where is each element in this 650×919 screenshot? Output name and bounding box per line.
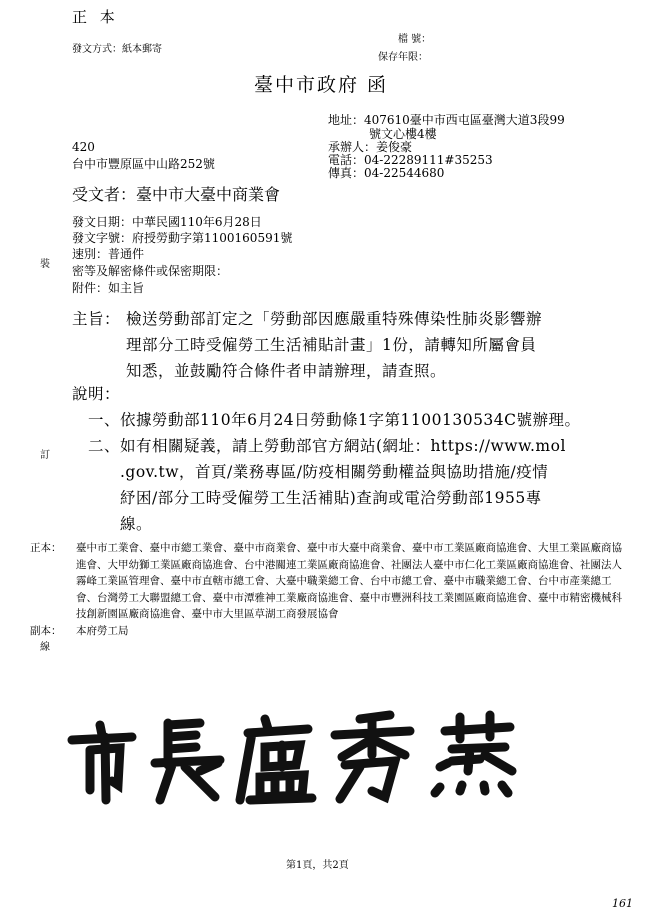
copy-recipients-row xyxy=(30,623,630,640)
explanation-item-2-line-1: 二、如有相關疑義，請上勞動部官方網站(網址：https://www.mol xyxy=(88,437,566,455)
explanation-item-2-line-4: 線。 xyxy=(120,515,153,533)
recipient-postal-code: 420 xyxy=(72,140,95,154)
signature-image xyxy=(60,705,520,805)
secrecy-level: 密等及解密條件或保密期限： xyxy=(72,264,229,278)
subject-label: 主旨： xyxy=(72,310,121,328)
subject-line-2: 理部分工時受僱勞工生活補貼計畫」1份，請轉知所屬會員 xyxy=(126,336,537,354)
subject-line-1: 檢送勞動部訂定之「勞動部因應嚴重特殊傳染性肺炎影響辦 xyxy=(126,310,543,328)
explanation-item-2-line-3: 紓困/部分工時受僱勞工生活補貼)查詢或電洽勞動部1955專 xyxy=(120,489,542,507)
explanation-item-2-line-2: .gov.tw，首頁/業務專區/防疫相關勞動權益與協助措施/疫情 xyxy=(120,463,549,481)
sender-phone: 電話：04-22289111#35253 xyxy=(328,153,493,167)
copy-type: 正 本 xyxy=(72,8,119,26)
original-recipients: 臺中市工業會、臺中市總工業會、臺中市商業會、臺中市大臺中商業會、臺中市工業區廠商協進會、大里工業區廠商協進會、大甲幼獅工業區廠商協進會、台中港關連工業區廠商協進會、社團法人臺中市仁化工業區廠商協進會、社團法人霧峰工業區管理會、臺中市直轄市總工會、大臺中職業總工會、台中市總工會、臺中市職業總工會、台中市產業總工會、台灣勞工大聯盟總工會、臺中市潭雅神工業廠商協進會、臺中市豐洲科技工業園區廠商協進會、臺中市精密機械科技創新園區廠商協進會、臺中市大里區草湖工商發展協會 xyxy=(76,542,622,620)
delivery-method: 發文方式：紙本郵寄 xyxy=(72,44,162,55)
sender-contact: 承辦人：姜俊豪 xyxy=(328,140,413,154)
sender-address-line2: 號文心樓4樓 xyxy=(369,127,437,141)
speed-level: 速別：普通件 xyxy=(72,247,145,261)
original-recipients-row xyxy=(30,540,630,623)
sender-address: 地址：407610臺中市西屯區臺灣大道3段99 xyxy=(328,113,565,127)
issue-date: 發文日期：中華民國110年6月28日 xyxy=(72,215,262,229)
mayor-signature xyxy=(60,705,520,805)
page-number: 第1頁，共2頁 xyxy=(286,860,349,871)
document-number: 發文字號：府授勞動字第1100160591號 xyxy=(72,231,293,245)
explanation-item-1: 一、依據勞動部110年6月24日勞動條1字第1100130534C號辦理。 xyxy=(88,411,581,429)
binding-mark-ding: 訂 xyxy=(40,450,50,461)
agency-title: 臺中市政府 函 xyxy=(254,74,389,96)
copy-recipients: 本府勞工局 xyxy=(76,624,129,637)
file-number-label: 檔 號： xyxy=(398,34,432,45)
binding-mark-zhuang: 裝 xyxy=(40,259,50,270)
distribution-list xyxy=(30,540,630,639)
explanation-label: 說明： xyxy=(72,385,121,403)
recipient-street: 台中市豐原區中山路252號 xyxy=(72,157,215,171)
sender-fax: 傳真：04-22544680 xyxy=(328,166,445,180)
copy-label: 副本： xyxy=(30,624,62,637)
original-label: 正本： xyxy=(30,542,62,554)
subject-line-3: 知悉，並鼓勵符合條件者申請辦理，請查照。 xyxy=(126,362,447,380)
binding-mark-xian: 線 xyxy=(40,642,50,653)
handwritten-mark: 161 xyxy=(612,897,633,910)
retention-label: 保存年限： xyxy=(378,52,428,63)
attachment: 附件：如主旨 xyxy=(72,281,145,295)
recipient: 受文者：臺中市大臺中商業會 xyxy=(72,185,281,204)
